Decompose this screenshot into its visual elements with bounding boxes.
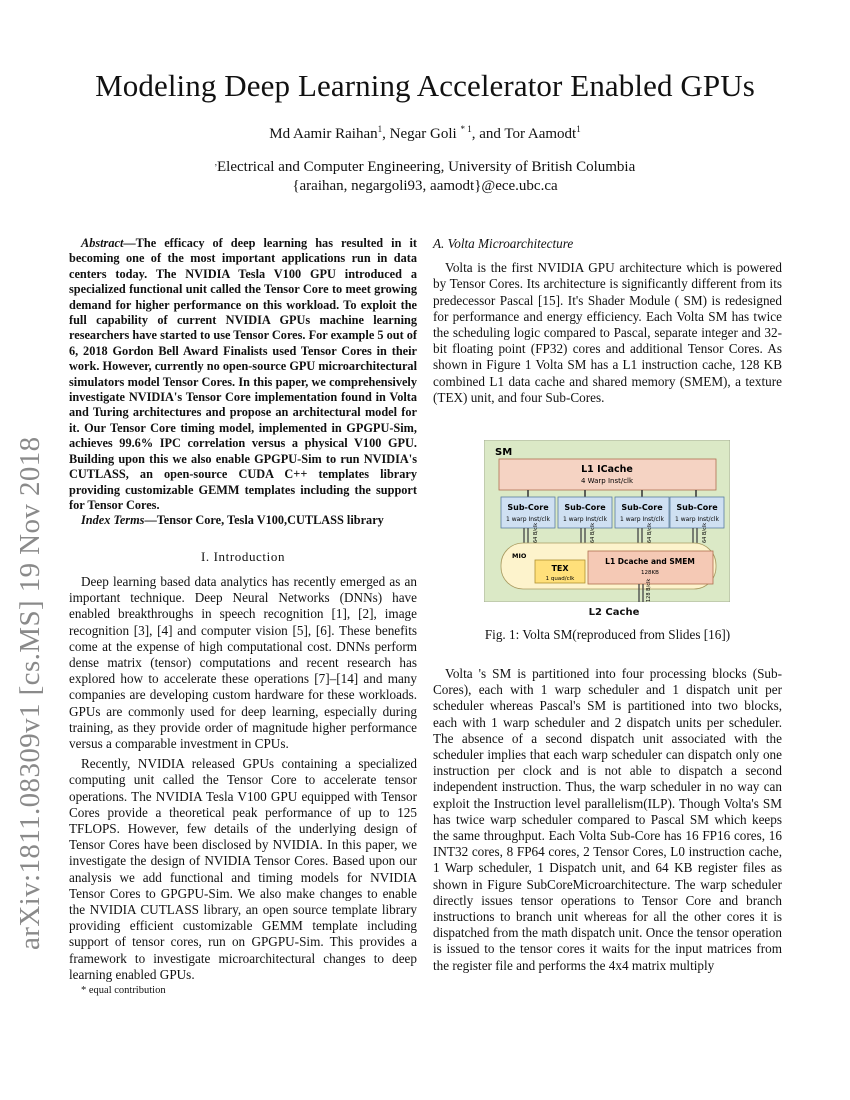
subcore-4 (670, 497, 724, 528)
sm-label: SM (495, 447, 513, 458)
author-list: Md Aamir Raihan$^1$, Negar Goli $^{* 1}$, and Tor Aamodt$^1$ (269, 124, 581, 142)
subsection-heading-volta: A. Volta Microarchitecture (433, 236, 574, 251)
volta-paragraph-1: Volta is the first NVIDIA GPU architecture which is powered by Tensor Cores. Its architecture is significantly different from its predecessor Pascal [15]. It's Shader Module ( SM) is redesigned for performance and energy efficiency. Each Volta SM has twice the scheduling logic compared to Pascal, separate integer and 32-bit floating point (FP32) cores and additional Tensor Cores. As shown in Figure 1 Volta SM has a L1 instruction cache, 128 KB combined L1 data cache and shared memory (SMEM), a texture (TEX) unit, and four Sub-Cores. (433, 260, 782, 405)
l1-dcache-subtitle: 128KB (641, 570, 659, 576)
bus-label-1: 64 B/clk (533, 522, 539, 543)
right-column-bottom (433, 666, 782, 978)
subcore-1 (501, 497, 555, 528)
affiliation-emails: {araihan, negargoli93, aamodt}@ece.ubc.ca (292, 178, 558, 194)
l1-dcache-title: L1 Dcache and SMEM (605, 557, 695, 566)
subcore-subtitle: 1 warp Inst/clk (505, 516, 551, 523)
author-2-sup: * 1 (460, 124, 472, 134)
left-column (69, 236, 417, 987)
subcore-box (670, 497, 724, 528)
subcore-title: Sub-Core (621, 503, 663, 512)
l1-icache-subtitle: 4 Warp Inst/clk (580, 477, 634, 485)
abstract-lead: Abstract (81, 236, 124, 250)
mio-label: MIO (512, 552, 527, 560)
subcore-subtitle: 1 warp Inst/clk (562, 516, 608, 523)
affiliation (0, 158, 850, 196)
subcore-box (615, 497, 669, 528)
index-terms-lead: Index Terms (81, 513, 145, 528)
subcore-subtitle: 1 warp Inst/clk (619, 516, 665, 523)
bus-label-2: 64 B/clk (590, 522, 596, 543)
author-3-sup: 1 (576, 124, 581, 134)
author-1: Md Aamir Raihan (269, 126, 378, 142)
intro-paragraph-2: Recently, NVIDIA released GPUs containing a specialized computing unit called the Tensor Core to accelerate tensor operations. The NVIDIA Tesla V100 GPU equipped with Tensor Cores provide a theoretical peak performance of up to 125 TFLOPS. However, few details of the underlying design of Tensor Cores have been disclosed by NVIDIA. In this paper, we investigate the design of NVIDIA Tensor Cores. Based upon our analysis we add functional and timing models for NVIDIA Tensor Cores to GPGPU-Sim. We also make changes to enable the NVIDIA CUTLASS library, an open source template library providing efficient customizable GEMM template including support of tensor cores, run on GPGPU-Sim. This provides a framework to investigate microarchitectural changes to deep learning enabled GPUs. (69, 756, 417, 982)
section-heading-introduction: I. Introduction (200, 548, 286, 564)
abstract-text: —The efficacy of deep learning has resulted in it becoming one of the most important applications run in data centers today. The NVIDIA Tesla V100 GPU introduced a specialized functional unit called the Tensor Core to meet growing demand for higher performance on this workload. To exploit the full capability of current NVIDIA GPUs machine learning researchers have started to use Tensor Cores. For example 5 out of 6, 2018 Gordon Bell Award Finalists used Tensor Cores in their work. However, currently no open-source GPU microarchitectural simulators model Tensor Cores. In this paper, we comprehensively investigate NVIDIA's Tensor Core implementation found in Volta and Turing architectures and propose an architectural model for it. Our Tensor Core timing model, implemented in GPGPU-Sim, achieves 99.6% IPC correlation versus a physical V100 GPU. Building upon this we also enable GPGPU-Sim to run NVIDIA's CUTLASS, an open-source CUDA C++ templates library providing customizable GEMM templates including the support for Tensor Cores. (69, 236, 417, 512)
subcore-title: Sub-Core (507, 503, 549, 512)
author-3: and Tor Aamodt (479, 126, 577, 142)
index-terms-text: —Tensor Core, Tesla V100,CUTLASS library (144, 513, 384, 528)
figure-caption: Fig. 1: Volta SM(reproduced from Slides [16]) (484, 627, 731, 642)
tex-subtitle: 1 quad/clk (545, 576, 575, 582)
figure-volta-sm (484, 440, 730, 602)
arxiv-identifier: arXiv:1811.08309v1 [cs.MS] 19 Nov 2018 (14, 436, 46, 950)
right-column-top (433, 236, 782, 410)
abstract (69, 236, 417, 513)
subcore-title: Sub-Core (564, 503, 606, 512)
affiliation-sup: , (214, 157, 217, 167)
subcore-3 (615, 497, 669, 528)
author-1-sup: 1 (377, 124, 383, 134)
l1-icache-title: L1 ICache (581, 464, 633, 475)
subcore-2 (558, 497, 612, 528)
paper-title: Modeling Deep Learning Accelerator Enabled GPUs (95, 68, 755, 103)
subcore-box (501, 497, 555, 528)
volta-sm-diagram (484, 440, 730, 602)
intro-paragraph-1: Deep learning based data analytics has recently emerged as an important technique. Deep Neural Networks (DNNs) have enabled breakthroughs in speech recognition [1], [2], image recognition [3], [4] and computer vision [5], [6]. These benefits come at the expense of high computational cost. DNNs perform dense matrix (tensor) computations and recent research has explored how to accelerate these operations [7]–[14] and many companies are developing custom hardware for these workloads. GPUs are commonly used for deep learning, especially during training, as they provide order of magnitude higher performance versus a comparable investment in CPUs. (69, 573, 417, 751)
bus-label-3: 64 B/clk (647, 522, 653, 543)
l2-cache-label: L2 Cache (588, 607, 640, 618)
tex-title: TEX (551, 564, 569, 573)
subcore-subtitle: 1 warp Inst/clk (674, 516, 720, 523)
footnote: * equal contribution (81, 985, 166, 996)
author-2: Negar Goli (389, 126, 457, 142)
affiliation-line-1: Electrical and Computer Engineering, University of British Columbia (217, 159, 636, 175)
subcore-title: Sub-Core (676, 503, 718, 512)
volta-paragraph-2: Volta 's SM is partitioned into four processing blocks (Sub-Cores), each with 1 warp scheduler and 1 dispatch unit per scheduler whereas Pascal's SM is partitioned into two blocks, each with 1 warp scheduler and 2 dispatch units per scheduler. The absence of a second dispatch unit associated with the scheduler implies that each warp scheduler can dispatch only one instruction per clock and is not able to dispatch a second independent instruction. Thus, the warp scheduler in no way can exploit the Instruction level parallelism(ILP). Though Volta's SM has twice warp scheduler compared to Pascal SM which keeps the same throughput. Each Volta Sub-Core has 16 FP16 cores, 16 INT32 cores, 8 FP64 cores, 2 Tensor Cores, L0 instruction cache, 1 Warp scheduler, 1 Dispatch unit, and 64 KB register files as shown in Figure SubCoreMicroarchitecture. The warp scheduler directly issues tensor operations to Tensor Core and branch instructions to branch unit whereas for all the other cores it is dispatched from the math dispatch unit. Once the tensor operation is issued to the tensor cores it waits for the input matrices from the register file and performs the 4x4 matrix multiply (433, 666, 782, 973)
subcore-box (558, 497, 612, 528)
l2-bus-label: 128 B/clk (646, 578, 652, 602)
bus-label-4: 64 B/clk (702, 522, 708, 543)
index-terms (69, 513, 417, 528)
